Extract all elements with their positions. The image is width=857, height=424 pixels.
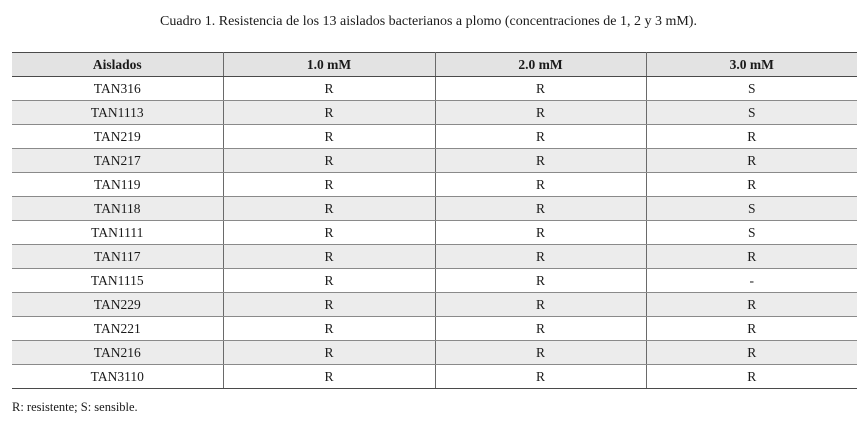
result-cell-1mm: R (223, 101, 435, 125)
result-cell-2mm: R (435, 77, 646, 101)
table-row (12, 293, 857, 317)
table-row (12, 317, 857, 341)
resistance-table (12, 52, 857, 389)
result-cell-2mm: R (435, 125, 646, 149)
column-header-isolates: Aislados (12, 53, 223, 77)
table-row (12, 101, 857, 125)
isolate-cell: TAN118 (12, 197, 223, 221)
column-header-1mm: 1.0 mM (223, 53, 435, 77)
table-row (12, 221, 857, 245)
result-cell-1mm: R (223, 245, 435, 269)
table-row (12, 149, 857, 173)
isolate-cell: TAN221 (12, 317, 223, 341)
result-cell-1mm: R (223, 77, 435, 101)
table-row (12, 197, 857, 221)
result-cell-1mm: R (223, 149, 435, 173)
result-cell-1mm: R (223, 125, 435, 149)
result-cell-3mm: R (646, 293, 857, 317)
table-row (12, 245, 857, 269)
column-header-2mm: 2.0 mM (435, 53, 646, 77)
header-row (12, 53, 857, 77)
result-cell-2mm: R (435, 173, 646, 197)
result-cell-2mm: R (435, 197, 646, 221)
result-cell-2mm: R (435, 101, 646, 125)
result-cell-1mm: R (223, 365, 435, 389)
result-cell-2mm: R (435, 293, 646, 317)
result-cell-2mm: R (435, 317, 646, 341)
isolate-cell: TAN316 (12, 77, 223, 101)
result-cell-3mm: R (646, 125, 857, 149)
result-cell-3mm: R (646, 149, 857, 173)
result-cell-1mm: R (223, 293, 435, 317)
result-cell-3mm: R (646, 317, 857, 341)
result-cell-1mm: R (223, 197, 435, 221)
result-cell-3mm: R (646, 341, 857, 365)
table-row (12, 77, 857, 101)
column-header-3mm: 3.0 mM (646, 53, 857, 77)
table-row (12, 125, 857, 149)
isolate-cell: TAN1111 (12, 221, 223, 245)
isolate-cell: TAN1115 (12, 269, 223, 293)
result-cell-3mm: R (646, 173, 857, 197)
result-cell-2mm: R (435, 221, 646, 245)
result-cell-3mm: R (646, 245, 857, 269)
isolate-cell: TAN216 (12, 341, 223, 365)
result-cell-3mm: S (646, 77, 857, 101)
result-cell-2mm: R (435, 269, 646, 293)
result-cell-1mm: R (223, 317, 435, 341)
result-cell-3mm: S (646, 221, 857, 245)
table-row (12, 269, 857, 293)
result-cell-3mm: S (646, 197, 857, 221)
result-cell-3mm: - (646, 269, 857, 293)
isolate-cell: TAN1113 (12, 101, 223, 125)
result-cell-2mm: R (435, 365, 646, 389)
table-footnote: R: resistente; S: sensible. (12, 400, 138, 414)
isolate-cell: TAN119 (12, 173, 223, 197)
result-cell-1mm: R (223, 173, 435, 197)
table-caption: Cuadro 1. Resistencia de los 13 aislados bacterianos a plomo (concentraciones de 1, 2 y 3 mM). (160, 14, 697, 29)
isolate-cell: TAN219 (12, 125, 223, 149)
result-cell-2mm: R (435, 341, 646, 365)
result-cell-3mm: S (646, 101, 857, 125)
result-cell-2mm: R (435, 245, 646, 269)
isolate-cell: TAN3110 (12, 365, 223, 389)
result-cell-1mm: R (223, 341, 435, 365)
result-cell-3mm: R (646, 365, 857, 389)
isolate-cell: TAN117 (12, 245, 223, 269)
table-row (12, 173, 857, 197)
result-cell-1mm: R (223, 221, 435, 245)
result-cell-1mm: R (223, 269, 435, 293)
table-row (12, 341, 857, 365)
table-row (12, 365, 857, 389)
isolate-cell: TAN229 (12, 293, 223, 317)
result-cell-2mm: R (435, 149, 646, 173)
isolate-cell: TAN217 (12, 149, 223, 173)
